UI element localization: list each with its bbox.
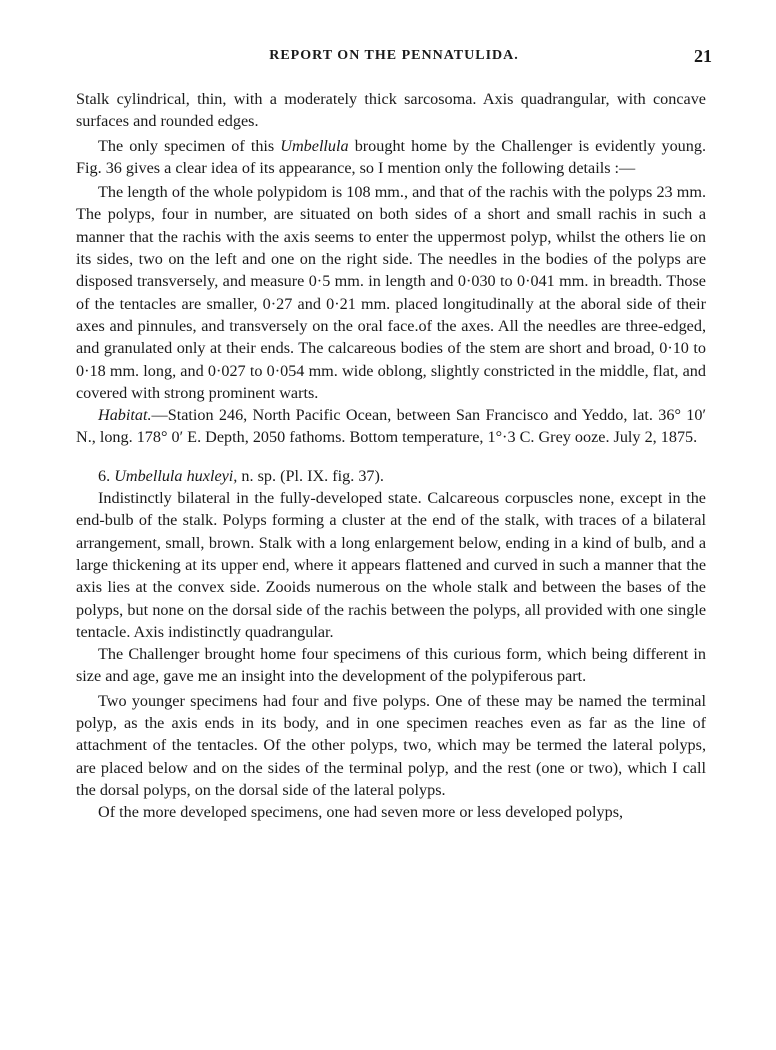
paragraph-specimens: The Challenger brought home four specimens of this curious form, which being different in size and age, gave me an insight into the development of the polypiferous part. <box>76 645 706 686</box>
genus-name: Umbellula <box>280 136 349 155</box>
species-number: 6. <box>98 466 115 485</box>
paragraph-text: The only specimen of this <box>98 136 281 155</box>
paragraph-stalk-description: Stalk cylindrical, thin, with a moderately thick sarcosoma. Axis quadrangular, with concave surfaces and rounded edges. <box>76 90 706 131</box>
paragraph-diagnosis: Indistinctly bilateral in the fully-developed state. Calcareous corpuscles none, except in the end-bulb of the stalk. Polyps forming a cluster at the end of the stalk, with traces of a bilateral arrangement, small, brown. Stalk with a long enlargement below, ending in a kind of bulb, and a large thickening at its upper end, where it appears flattened and curved in such a manner that the axis lies at the convex side. Zooids numerous on the whole stalk and between the bases of the polyps, but none on the dorsal side of the rachis between the polyps, all provided with one single tentacle. Axis indistinctly quadrangular. <box>76 489 706 641</box>
page-number: 21 <box>694 46 712 66</box>
habitat-text: —Station 246, North Pacific Ocean, between San Francisco and Yeddo, lat. 36° 10′ N., long. 178° 0′ E. Depth, 2050 fathoms. Bottom temperature, 1°·3 C. Grey ooze. July 2, 1875. <box>76 406 706 447</box>
habitat-label: Habitat. <box>98 406 152 425</box>
species-reference: n. sp. (Pl. IX. fig. 37). <box>237 466 384 485</box>
running-head: REPORT ON THE PENNATULIDA. <box>269 48 519 63</box>
species-name: Umbellula huxleyi, <box>114 466 238 485</box>
paragraph-specimen-intro <box>76 135 706 180</box>
paragraph-text: brought home by the Challenger is evidently young. Fig. 36 gives a clear idea of its appearance, so I mention only the following details :— <box>76 136 706 177</box>
paragraph-measurements: The length of the whole polypidom is 108 mm., and that of the rachis with the polyps 23 mm. The polyps, four in number, are situated on both sides of a short and small rachis in such a manner that the rachis with the axis seems to enter the uppermost polyp, whilst the others lie on its sides, two on the left and one on the right side. The needles in the bodies of the polyps are disposed transversely, and measure 0·5 mm. in length and 0·030 to 0·041 mm. in breadth. Those of the tentacles are smaller, 0·27 and 0·21 mm. placed longitudinally at the aboral side of their axes and pinnules, and transversely on the oral face.of the axes. All the needles are three-edged, and granulated only at their ends. The calcareous bodies of the stem are short and broad, 0·10 to 0·18 mm. long, and 0·027 to 0·054 mm. wide oblong, slightly constricted in the middle, flat, and covered with strong prominent warts. <box>76 183 706 402</box>
paragraph-younger-specimens: Two younger specimens had four and five polyps. One of these may be named the terminal polyp, as the axis ends in its body, and in one specimen reaches even as far as the line of attachment of the tentacles. Of the other polyps, two, which may be termed the lateral polyps, are placed below and on the sides of the terminal polyp, and the rest (one or two), which I call the dorsal polyps, on the dorsal side of the lateral polyps. <box>76 691 706 799</box>
paragraph-developed-specimens: Of the more developed specimens, one had seven more or less developed polyps, <box>98 803 624 822</box>
paragraph-habitat <box>76 404 706 449</box>
page-header <box>76 48 712 74</box>
body-text <box>76 88 706 824</box>
species-heading <box>76 465 706 487</box>
